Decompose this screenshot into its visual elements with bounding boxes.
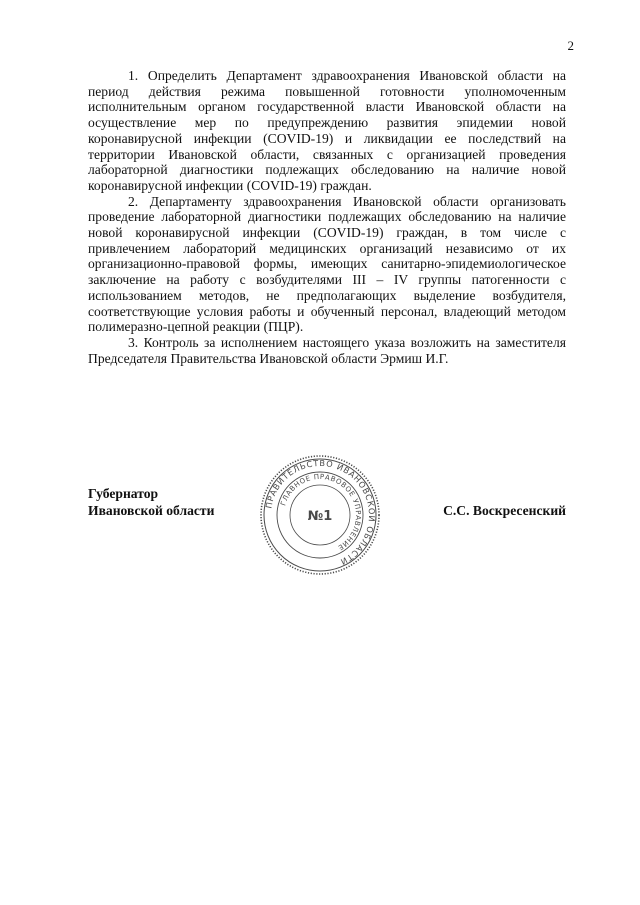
signatory-title-line-1: Губернатор <box>88 486 159 501</box>
seal-center-text: №1 <box>307 509 333 524</box>
seal-inner-text: ГЛАВНОЕ ПРАВОВОЕ УПРАВЛЕНИЕ <box>279 472 363 552</box>
official-seal <box>258 453 382 577</box>
paragraph-1: 1. Определить Департамент здравоохранения Ивановской области на период действия режима повышенной готовности уполномоченным исполнительным органом государственной власти Ивановской области на осуществление мер по предупреждению развития эпидемии новой коронавирусной инфекции (COVID-19) и ликвидации ее последствий на территории Ивановской области, связанных с организацией проведения лабораторной диагностики подлежащих обследованию на наличие новой коронавирусной инфекции (COVID-19) граждан. <box>88 68 566 193</box>
paragraph-2: 2. Департаменту здравоохранения Ивановской области организовать проведение лабораторной диагностики подлежащих обследованию на наличие новой коронавирусной инфекции (COVID-19) граждан, в том числе с привлечением лабораторий медицинских организаций независимо от их организационно-правовой формы, имеющих санитарно-эпидемиологическое заключение на работу с возбудителями III – IV группы патогенности с использованием методов, не предполагающих выделение возбудителя, соответствующие условия работы и обученный персонал, владеющий методом полимеразно-цепной реакции (ПЦР). <box>88 193 566 335</box>
paragraph-3: 3. Контроль за исполнением настоящего указа возложить на заместителя Председателя Правительства Ивановской области Эрмиш И.Г. <box>88 334 566 366</box>
page-number: 2 <box>567 38 574 53</box>
document-body <box>88 68 566 366</box>
signatory-title <box>88 485 214 519</box>
signatory-title-line-2: Ивановской области <box>88 503 215 518</box>
signatory-name: С.С. Воскресенский <box>443 503 566 518</box>
seal-outer-text: ПРАВИТЕЛЬСТВО ИВАНОВСКОЙ ОБЛАСТИ <box>263 457 378 568</box>
signature-block <box>88 457 566 605</box>
